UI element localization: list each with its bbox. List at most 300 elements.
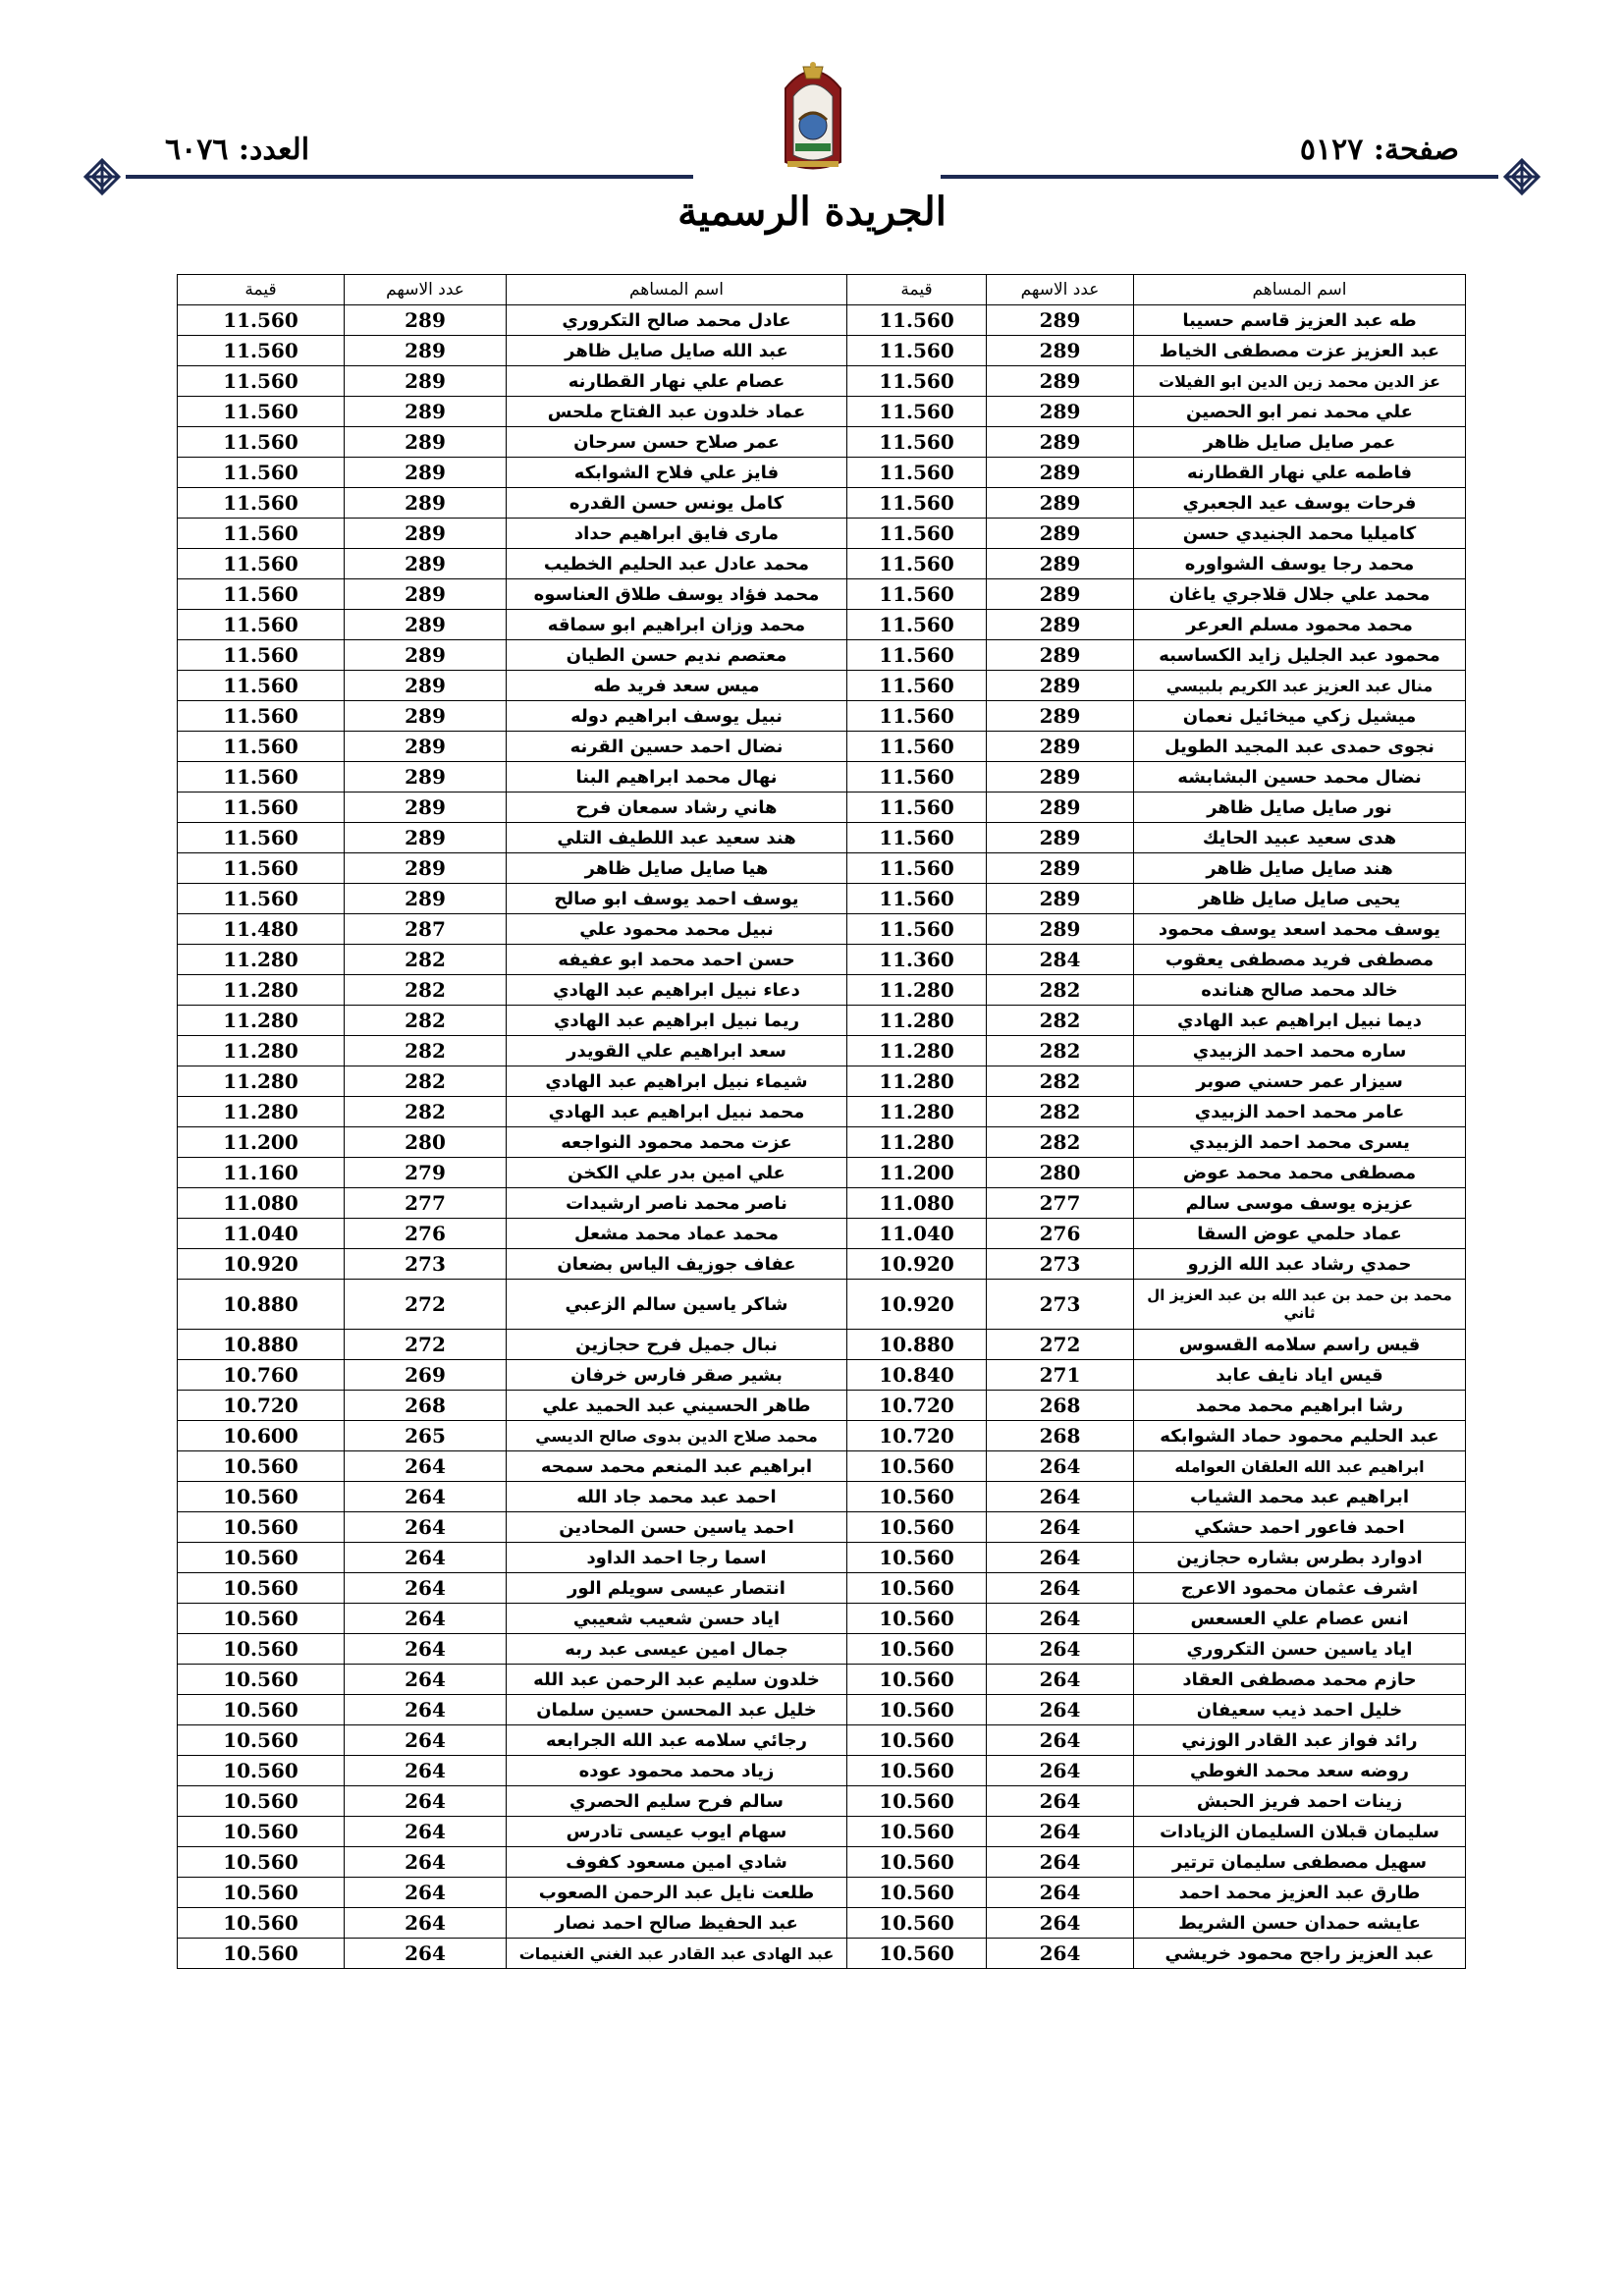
shareholder-name-cell: مصطفى فريد مصطفى يعقوب <box>1134 945 1466 975</box>
value-cell: 10.560 <box>847 1878 987 1908</box>
shares-count-cell: 264 <box>345 1786 507 1817</box>
shareholder-name-cell: طلعت نايل عبد الرحمن الصعوب <box>507 1878 847 1908</box>
shareholder-name-cell: جمال امين عيسى عبد ربه <box>507 1634 847 1665</box>
shareholder-name-cell: عزت محمد محمود النواجعه <box>507 1127 847 1158</box>
header-shareholder-name: اسم المساهم <box>507 275 847 305</box>
value-cell: 10.560 <box>847 1634 987 1665</box>
shares-count-cell: 289 <box>987 366 1134 397</box>
value-cell: 11.560 <box>178 336 345 366</box>
shares-count-cell: 289 <box>987 823 1134 853</box>
table-row <box>178 1451 1466 1482</box>
shareholder-name-cell: ديما نبيل ابراهيم عبد الهادي <box>1134 1006 1466 1036</box>
shares-count-cell: 273 <box>987 1249 1134 1280</box>
shares-count-cell: 264 <box>345 1756 507 1786</box>
shares-count-cell: 268 <box>987 1421 1134 1451</box>
shares-count-cell: 277 <box>345 1188 507 1219</box>
table-row <box>178 640 1466 671</box>
table-row <box>178 1817 1466 1847</box>
shares-count-cell: 289 <box>345 823 507 853</box>
shares-count-cell: 289 <box>345 884 507 914</box>
header-value: قيمة <box>178 275 345 305</box>
shares-count-cell: 282 <box>987 1036 1134 1066</box>
shareholder-name-cell: منال عبد العزيز عبد الكريم بلبيسي <box>1134 671 1466 701</box>
shareholder-name-cell: شاكر ياسين سالم الزعبي <box>507 1280 847 1330</box>
table-header-row <box>178 275 1466 305</box>
shareholder-name-cell: محمد صلاح الدين بدوى صالح الديسي <box>507 1421 847 1451</box>
value-cell: 11.280 <box>847 1036 987 1066</box>
shareholder-name-cell: محمد عادل عبد الحليم الخطيب <box>507 549 847 579</box>
table-row <box>178 336 1466 366</box>
shareholder-name-cell: يحيى صايل صايل ظاهر <box>1134 884 1466 914</box>
shares-count-cell: 264 <box>345 1817 507 1847</box>
shareholder-name-cell: محمد بن حمد بن عبد الله بن عبد العزيز ال ثاني <box>1134 1280 1466 1330</box>
value-cell: 11.280 <box>178 1066 345 1097</box>
shares-count-cell: 269 <box>345 1360 507 1391</box>
value-cell: 11.560 <box>178 884 345 914</box>
value-cell: 11.560 <box>178 640 345 671</box>
shares-count-cell: 264 <box>345 1695 507 1725</box>
value-cell: 11.560 <box>847 610 987 640</box>
value-cell: 10.720 <box>847 1421 987 1451</box>
shareholder-name-cell: احمد عبد محمد جاد الله <box>507 1482 847 1512</box>
shareholder-name-cell: عز الدين محمد زين الدين ابو الفيلات <box>1134 366 1466 397</box>
shareholder-name-cell: عمر صايل صايل ظاهر <box>1134 427 1466 458</box>
shareholder-name-cell: احمد ياسين حسن المحادين <box>507 1512 847 1543</box>
value-cell: 11.560 <box>178 823 345 853</box>
value-cell: 10.560 <box>178 1817 345 1847</box>
shares-count-cell: 264 <box>987 1847 1134 1878</box>
table-row <box>178 1280 1466 1330</box>
shares-count-cell: 264 <box>987 1634 1134 1665</box>
shareholder-name-cell: كامل يونس حسن القدره <box>507 488 847 519</box>
shareholder-name-cell: علي محمد نمر ابو الحصين <box>1134 397 1466 427</box>
value-cell: 11.560 <box>178 762 345 793</box>
value-cell: 10.560 <box>847 1512 987 1543</box>
shares-count-cell: 264 <box>987 1725 1134 1756</box>
shares-count-cell: 284 <box>987 945 1134 975</box>
shareholder-name-cell: طاهر الحسيني عبد الحميد علي <box>507 1391 847 1421</box>
table-row <box>178 853 1466 884</box>
table-row <box>178 1756 1466 1786</box>
shareholder-name-cell: خلدون سليم عبد الرحمن عبد الله <box>507 1665 847 1695</box>
shares-count-cell: 289 <box>345 366 507 397</box>
shares-count-cell: 276 <box>345 1219 507 1249</box>
table-row <box>178 1786 1466 1817</box>
shares-count-cell: 264 <box>345 1665 507 1695</box>
shares-count-cell: 272 <box>987 1330 1134 1360</box>
value-cell: 11.560 <box>847 823 987 853</box>
table-row <box>178 1249 1466 1280</box>
value-cell: 10.920 <box>847 1249 987 1280</box>
shares-count-cell: 264 <box>987 1665 1134 1695</box>
shares-count-cell: 289 <box>345 610 507 640</box>
shares-count-cell: 264 <box>987 1512 1134 1543</box>
shares-count-cell: 264 <box>987 1573 1134 1604</box>
shareholder-name-cell: عبد العزيز عزت مصطفى الخياط <box>1134 336 1466 366</box>
value-cell: 11.280 <box>178 975 345 1006</box>
shares-count-cell: 282 <box>345 1066 507 1097</box>
value-cell: 11.560 <box>847 458 987 488</box>
shareholder-name-cell: ساره محمد احمد الزبيدي <box>1134 1036 1466 1066</box>
shares-count-cell: 282 <box>345 1036 507 1066</box>
table-row <box>178 975 1466 1006</box>
shareholder-name-cell: هند صايل صايل ظاهر <box>1134 853 1466 884</box>
table-row <box>178 1330 1466 1360</box>
shares-count-cell: 264 <box>987 1786 1134 1817</box>
shareholder-name-cell: عبد الحليم محمود حماد الشوابكه <box>1134 1421 1466 1451</box>
shareholder-name-cell: احمد فاعور احمد حشكي <box>1134 1512 1466 1543</box>
value-cell: 10.560 <box>847 1573 987 1604</box>
value-cell: 11.200 <box>178 1127 345 1158</box>
table-row <box>178 1219 1466 1249</box>
value-cell: 11.560 <box>178 732 345 762</box>
table-row <box>178 732 1466 762</box>
value-cell: 10.560 <box>847 1817 987 1847</box>
shares-count-cell: 264 <box>345 1451 507 1482</box>
shares-count-cell: 282 <box>345 945 507 975</box>
shares-count-cell: 282 <box>987 1097 1134 1127</box>
shareholder-name-cell: فايز علي فلاح الشوابكه <box>507 458 847 488</box>
table-row <box>178 762 1466 793</box>
shares-count-cell: 282 <box>345 1097 507 1127</box>
shareholder-name-cell: نبيل محمد محمود علي <box>507 914 847 945</box>
value-cell: 10.760 <box>178 1360 345 1391</box>
table-row <box>178 610 1466 640</box>
shares-count-cell: 264 <box>345 1725 507 1756</box>
shares-count-cell: 282 <box>345 975 507 1006</box>
value-cell: 11.560 <box>178 366 345 397</box>
shareholder-name-cell: محمد وزان ابراهيم ابو سماقه <box>507 610 847 640</box>
shareholder-name-cell: محمد عماد محمد مشعل <box>507 1219 847 1249</box>
shares-count-cell: 289 <box>987 610 1134 640</box>
shareholder-name-cell: شادي امين مسعود كفوف <box>507 1847 847 1878</box>
value-cell: 10.720 <box>178 1391 345 1421</box>
shareholder-name-cell: عايشه حمدان حسن الشريط <box>1134 1908 1466 1939</box>
value-cell: 11.560 <box>847 914 987 945</box>
shareholder-name-cell: فاطمه علي نهار القطارنه <box>1134 458 1466 488</box>
value-cell: 11.560 <box>847 579 987 610</box>
value-cell: 11.560 <box>847 853 987 884</box>
value-cell: 11.080 <box>178 1188 345 1219</box>
shareholder-name-cell: رشا ابراهيم محمد محمد <box>1134 1391 1466 1421</box>
value-cell: 11.280 <box>178 1097 345 1127</box>
value-cell: 11.280 <box>847 1006 987 1036</box>
shareholder-name-cell: محمد رجا يوسف الشواوره <box>1134 549 1466 579</box>
shares-count-cell: 289 <box>987 671 1134 701</box>
table-row <box>178 701 1466 732</box>
header-rule-right <box>941 175 1498 179</box>
shareholder-name-cell: محمد نبيل ابراهيم عبد الهادي <box>507 1097 847 1127</box>
shares-count-cell: 289 <box>987 305 1134 336</box>
value-cell: 11.280 <box>847 1097 987 1127</box>
value-cell: 10.560 <box>847 1756 987 1786</box>
shares-count-cell: 276 <box>987 1219 1134 1249</box>
value-cell: 11.280 <box>178 1036 345 1066</box>
shares-count-cell: 264 <box>345 1512 507 1543</box>
shares-count-cell: 289 <box>987 732 1134 762</box>
shareholder-name-cell: محمد محمود مسلم العرعر <box>1134 610 1466 640</box>
shareholder-name-cell: دعاء نبيل ابراهيم عبد الهادي <box>507 975 847 1006</box>
value-cell: 11.560 <box>847 793 987 823</box>
shares-count-cell: 264 <box>987 1878 1134 1908</box>
value-cell: 10.560 <box>847 1939 987 1969</box>
value-cell: 10.560 <box>847 1482 987 1512</box>
shares-count-cell: 264 <box>345 1939 507 1969</box>
shares-count-cell: 264 <box>987 1908 1134 1939</box>
value-cell: 11.280 <box>847 1127 987 1158</box>
shareholder-name-cell: اياد حسن شعيب شعيبي <box>507 1604 847 1634</box>
shareholder-name-cell: اسما رجا احمد الداود <box>507 1543 847 1573</box>
shares-count-cell: 272 <box>345 1280 507 1330</box>
table-row <box>178 549 1466 579</box>
ornament-knot-icon <box>1502 157 1542 196</box>
table-row <box>178 1482 1466 1512</box>
value-cell: 11.040 <box>847 1219 987 1249</box>
shares-count-cell: 279 <box>345 1158 507 1188</box>
shares-count-cell: 289 <box>345 305 507 336</box>
value-cell: 11.560 <box>847 732 987 762</box>
header-value: قيمة <box>847 275 987 305</box>
shares-count-cell: 289 <box>987 914 1134 945</box>
table-row <box>178 458 1466 488</box>
value-cell: 11.560 <box>178 397 345 427</box>
shareholder-name-cell: ابراهيم عبد محمد الشياب <box>1134 1482 1466 1512</box>
shareholder-name-cell: عادل محمد صالح التكروري <box>507 305 847 336</box>
shares-count-cell: 289 <box>345 458 507 488</box>
value-cell: 11.560 <box>847 336 987 366</box>
value-cell: 10.560 <box>178 1482 345 1512</box>
table-row <box>178 1512 1466 1543</box>
shares-count-cell: 268 <box>345 1391 507 1421</box>
value-cell: 11.560 <box>847 671 987 701</box>
shares-count-cell: 289 <box>987 853 1134 884</box>
value-cell: 11.560 <box>178 519 345 549</box>
value-cell: 10.560 <box>847 1725 987 1756</box>
shares-count-cell: 287 <box>345 914 507 945</box>
shares-count-cell: 271 <box>987 1360 1134 1391</box>
shareholder-name-cell: سليمان قبلان السليمان الزيادات <box>1134 1817 1466 1847</box>
shareholder-name-cell: انس عصام علي العسعس <box>1134 1604 1466 1634</box>
shares-count-cell: 289 <box>987 427 1134 458</box>
shareholder-name-cell: معتصم نديم حسن الطيان <box>507 640 847 671</box>
shareholder-name-cell: ادوارد بطرس بشاره حجازين <box>1134 1543 1466 1573</box>
shares-count-cell: 289 <box>345 701 507 732</box>
value-cell: 10.720 <box>847 1391 987 1421</box>
shareholder-name-cell: هند سعيد عبد اللطيف التلي <box>507 823 847 853</box>
value-cell: 11.560 <box>847 427 987 458</box>
table-row <box>178 1573 1466 1604</box>
shareholder-name-cell: ريما نبيل ابراهيم عبد الهادي <box>507 1006 847 1036</box>
shareholder-name-cell: سعد ابراهيم علي القويدر <box>507 1036 847 1066</box>
table-row <box>178 1878 1466 1908</box>
shareholder-name-cell: نور صايل صايل ظاهر <box>1134 793 1466 823</box>
issue-number: العدد: ٦٠٧٦ <box>165 133 310 167</box>
shares-count-cell: 289 <box>345 762 507 793</box>
shares-count-cell: 265 <box>345 1421 507 1451</box>
value-cell: 10.560 <box>847 1908 987 1939</box>
value-cell: 10.560 <box>178 1573 345 1604</box>
value-cell: 11.560 <box>178 305 345 336</box>
shareholder-name-cell: محمد علي جلال قلاجري ياغان <box>1134 579 1466 610</box>
shareholder-name-cell: ناصر محمد ناصر ارشيدات <box>507 1188 847 1219</box>
shareholder-name-cell: يوسف محمد اسعد يوسف محمود <box>1134 914 1466 945</box>
value-cell: 11.560 <box>178 701 345 732</box>
value-cell: 10.560 <box>178 1665 345 1695</box>
shareholder-name-cell: هدى سعيد عبيد الحايك <box>1134 823 1466 853</box>
shares-count-cell: 264 <box>987 1451 1134 1482</box>
shareholder-name-cell: محمد فؤاد يوسف طلاق العناسوه <box>507 579 847 610</box>
value-cell: 11.560 <box>178 671 345 701</box>
shareholder-name-cell: مصطفى محمد محمد عوض <box>1134 1158 1466 1188</box>
shares-count-cell: 282 <box>987 1006 1134 1036</box>
shares-count-cell: 289 <box>987 884 1134 914</box>
shares-count-cell: 264 <box>987 1817 1134 1847</box>
shareholder-name-cell: زياد محمد محمود عوده <box>507 1756 847 1786</box>
value-cell: 10.880 <box>847 1330 987 1360</box>
shares-count-cell: 289 <box>987 519 1134 549</box>
shareholder-name-cell: مارى فايق ابراهيم حداد <box>507 519 847 549</box>
header-rule-left <box>126 175 693 179</box>
shareholder-name-cell: نضال احمد حسين القرنه <box>507 732 847 762</box>
shares-count-cell: 289 <box>987 701 1134 732</box>
table-row <box>178 1158 1466 1188</box>
table-row <box>178 1127 1466 1158</box>
value-cell: 10.560 <box>847 1786 987 1817</box>
shares-count-cell: 289 <box>345 793 507 823</box>
value-cell: 11.560 <box>178 793 345 823</box>
shares-count-cell: 289 <box>987 579 1134 610</box>
table-row <box>178 366 1466 397</box>
value-cell: 10.560 <box>847 1665 987 1695</box>
shareholder-name-cell: خليل احمد ذيب سعيفان <box>1134 1695 1466 1725</box>
shares-count-cell: 264 <box>345 1847 507 1878</box>
shares-count-cell: 264 <box>987 1482 1134 1512</box>
shareholder-name-cell: رجائي سلامه عبد الله الجرابعه <box>507 1725 847 1756</box>
shareholder-name-cell: عمر صلاح حسن سرحان <box>507 427 847 458</box>
value-cell: 11.560 <box>847 640 987 671</box>
shareholders-table <box>177 274 1466 1969</box>
shareholder-name-cell: حسن احمد محمد ابو عفيفه <box>507 945 847 975</box>
shareholder-name-cell: عصام علي نهار القطارنه <box>507 366 847 397</box>
table-row <box>178 671 1466 701</box>
shareholder-name-cell: روضه سعد محمد الغوطي <box>1134 1756 1466 1786</box>
value-cell: 10.920 <box>178 1249 345 1280</box>
value-cell: 11.560 <box>847 488 987 519</box>
shares-count-cell: 264 <box>345 1878 507 1908</box>
table-row <box>178 1908 1466 1939</box>
table-row <box>178 488 1466 519</box>
shares-count-cell: 289 <box>987 640 1134 671</box>
shares-count-cell: 289 <box>987 336 1134 366</box>
value-cell: 10.560 <box>178 1847 345 1878</box>
shares-count-cell: 264 <box>987 1604 1134 1634</box>
value-cell: 11.160 <box>178 1158 345 1188</box>
table-row <box>178 1695 1466 1725</box>
shares-count-cell: 277 <box>987 1188 1134 1219</box>
table-row <box>178 793 1466 823</box>
value-cell: 10.560 <box>178 1543 345 1573</box>
shares-count-cell: 282 <box>987 1066 1134 1097</box>
shareholder-name-cell: عبد العزيز راجح محمود خريشي <box>1134 1939 1466 1969</box>
gazette-title: الجريدة الرسمية <box>677 189 947 235</box>
shares-count-cell: 264 <box>345 1573 507 1604</box>
value-cell: 10.880 <box>178 1330 345 1360</box>
table-row <box>178 1066 1466 1097</box>
shares-count-cell: 282 <box>987 1127 1134 1158</box>
value-cell: 10.560 <box>178 1512 345 1543</box>
table-row <box>178 1006 1466 1036</box>
shareholder-name-cell: سهام ايوب عيسى تادرس <box>507 1817 847 1847</box>
value-cell: 11.560 <box>178 853 345 884</box>
shares-count-cell: 289 <box>345 427 507 458</box>
shareholder-name-cell: حمدي رشاد عبد الله الزرو <box>1134 1249 1466 1280</box>
shares-count-cell: 289 <box>345 579 507 610</box>
shares-count-cell: 280 <box>987 1158 1134 1188</box>
shares-count-cell: 289 <box>987 549 1134 579</box>
value-cell: 10.560 <box>847 1695 987 1725</box>
value-cell: 10.840 <box>847 1360 987 1391</box>
shareholder-name-cell: عبد الهادى عبد القادر عبد الغني الغنيمات <box>507 1939 847 1969</box>
shares-count-cell: 289 <box>345 853 507 884</box>
shareholder-name-cell: عزيزه يوسف موسى سالم <box>1134 1188 1466 1219</box>
shares-count-cell: 289 <box>987 458 1134 488</box>
shares-count-cell: 273 <box>987 1280 1134 1330</box>
shareholder-name-cell: عماد حلمي عوض السقا <box>1134 1219 1466 1249</box>
coat-of-arms-icon <box>766 59 860 177</box>
shareholder-name-cell: خليل عبد المحسن حسين سلمان <box>507 1695 847 1725</box>
value-cell: 10.920 <box>847 1280 987 1330</box>
shareholder-name-cell: ابراهيم عبد الله العلقان العوامله <box>1134 1451 1466 1482</box>
shares-count-cell: 289 <box>987 397 1134 427</box>
value-cell: 11.560 <box>847 701 987 732</box>
table-row <box>178 1036 1466 1066</box>
value-cell: 10.560 <box>178 1756 345 1786</box>
value-cell: 10.560 <box>847 1604 987 1634</box>
shares-count-cell: 264 <box>345 1908 507 1939</box>
shareholder-name-cell: طه عبد العزيز قاسم حسيبا <box>1134 305 1466 336</box>
shareholder-name-cell: خالد محمد صالح هنانده <box>1134 975 1466 1006</box>
table-row <box>178 1604 1466 1634</box>
value-cell: 10.560 <box>178 1634 345 1665</box>
table-row <box>178 1360 1466 1391</box>
shareholder-name-cell: فرحات يوسف عيد الجعبري <box>1134 488 1466 519</box>
shareholder-name-cell: رائد فواز عبد القادر الوزني <box>1134 1725 1466 1756</box>
shares-count-cell: 280 <box>345 1127 507 1158</box>
shareholder-name-cell: سهيل مصطفى سليمان ترتير <box>1134 1847 1466 1878</box>
value-cell: 11.560 <box>847 762 987 793</box>
value-cell: 10.880 <box>178 1280 345 1330</box>
table-row <box>178 1847 1466 1878</box>
table-row <box>178 427 1466 458</box>
shareholder-name-cell: نجوى حمدى عبد المجيد الطويل <box>1134 732 1466 762</box>
shareholder-name-cell: طارق عبد العزيز محمد احمد <box>1134 1878 1466 1908</box>
shareholder-name-cell: نضال محمد حسين البشابشه <box>1134 762 1466 793</box>
value-cell: 10.560 <box>178 1695 345 1725</box>
value-cell: 11.560 <box>847 519 987 549</box>
shares-count-cell: 289 <box>987 762 1134 793</box>
value-cell: 10.560 <box>178 1908 345 1939</box>
shareholder-name-cell: عماد خلدون عبد الفتاح ملحس <box>507 397 847 427</box>
table-row <box>178 1543 1466 1573</box>
value-cell: 10.560 <box>847 1451 987 1482</box>
value-cell: 10.560 <box>847 1543 987 1573</box>
shareholder-name-cell: قيس راسم سلامه القسوس <box>1134 1330 1466 1360</box>
table-row <box>178 1665 1466 1695</box>
shareholder-name-cell: زينات احمد فريز الحبش <box>1134 1786 1466 1817</box>
table-row <box>178 1634 1466 1665</box>
shares-count-cell: 264 <box>987 1756 1134 1786</box>
shares-count-cell: 289 <box>345 549 507 579</box>
